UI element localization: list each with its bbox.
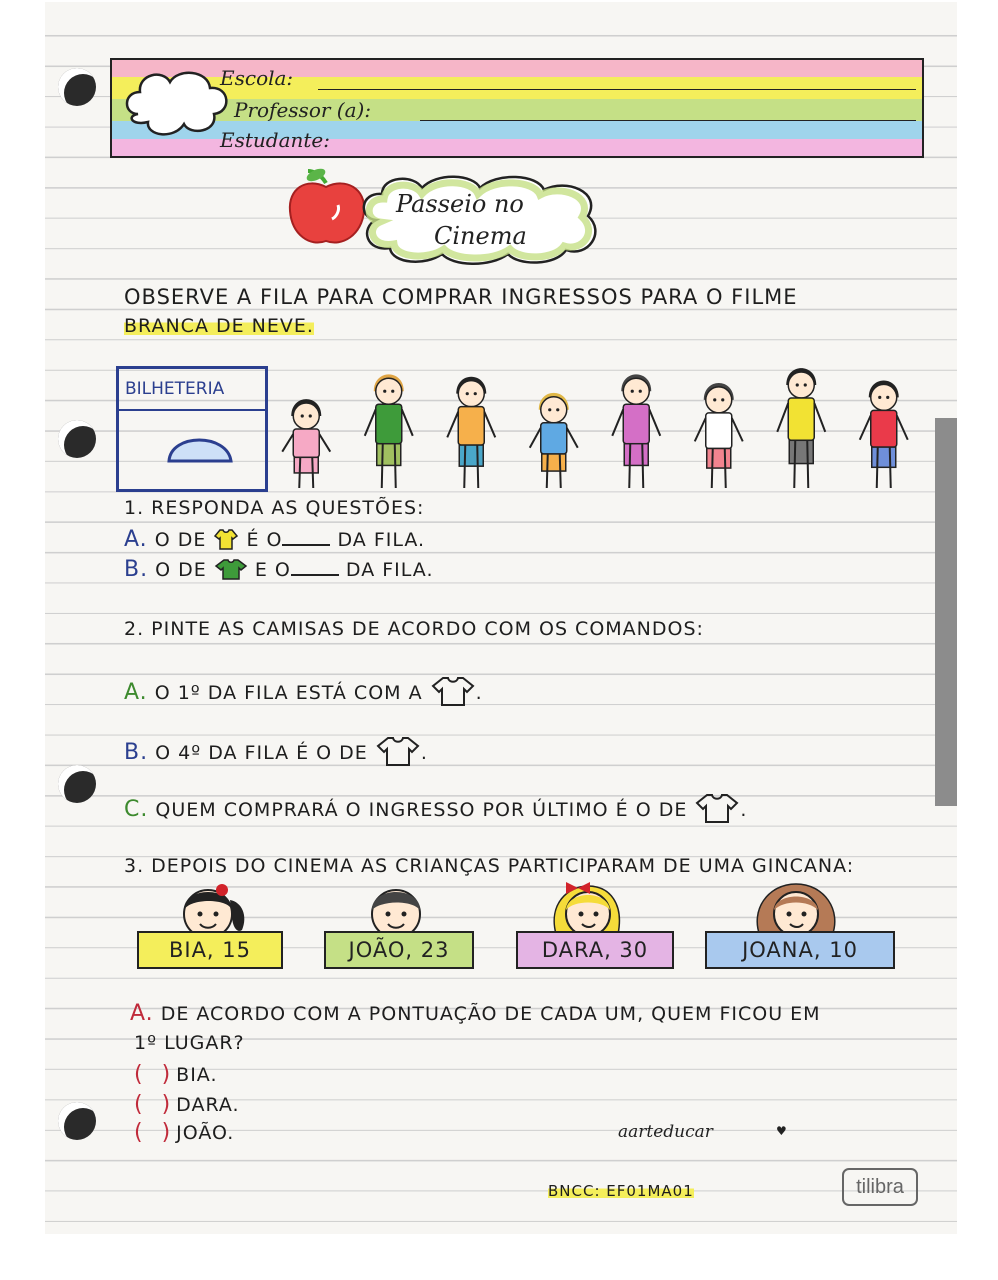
ticket-booth-label: BILHETERIA	[125, 379, 225, 399]
child-pants	[542, 454, 566, 471]
child-shirt	[376, 404, 402, 444]
kid-score-box: DARA, 30	[516, 931, 674, 969]
child-leg	[382, 444, 383, 488]
shirt-outline-icon[interactable]	[375, 735, 421, 767]
binder-hole	[58, 420, 96, 458]
checkbox[interactable]: ( )	[134, 1120, 177, 1145]
child-eye	[796, 383, 799, 386]
child-figure	[777, 368, 825, 488]
q1-a-text3: DA FILA.	[337, 529, 426, 551]
bia-face-icon	[170, 880, 260, 936]
q1-heading: 1. RESPONDA AS QUESTÕES:	[124, 497, 425, 519]
child-shirt	[788, 398, 814, 440]
child-arm	[732, 418, 743, 441]
child-figure	[530, 393, 578, 488]
title-line2: Cinema	[434, 222, 527, 250]
child-leg	[794, 440, 795, 488]
kid-score-box: JOANA, 10	[705, 931, 895, 969]
option-bia[interactable]	[134, 1062, 218, 1087]
intro-line1: OBSERVE A FILA PARA COMPRAR INGRESSOS PARA O FILME	[124, 285, 798, 309]
child-leg	[877, 447, 878, 488]
bncc-code: BNCC: EF01MA01	[548, 1182, 694, 1200]
child-arm	[649, 409, 660, 436]
child-leg	[712, 448, 713, 488]
q1-item-a	[124, 527, 425, 552]
option-label: DARA.	[176, 1094, 240, 1116]
child-head	[541, 397, 567, 423]
child-arm	[897, 415, 908, 439]
child-pants	[294, 457, 318, 473]
q2-heading: 2. PINTE AS CAMISAS DE ACORDO COM OS COMANDOS:	[124, 618, 704, 640]
child-eye	[713, 398, 716, 401]
q2-c-letter: C.	[124, 797, 149, 822]
q2-a-letter: A.	[124, 680, 148, 705]
q2-b-letter: B.	[124, 740, 149, 765]
signature: aarteducar	[618, 1122, 713, 1142]
child-arm	[365, 409, 376, 436]
child-leg	[395, 444, 396, 488]
child-pants	[789, 440, 813, 463]
child-eye	[548, 408, 551, 411]
child-head	[376, 378, 402, 404]
queue-of-children	[265, 368, 925, 492]
child-arm	[319, 434, 330, 452]
option-joao[interactable]	[134, 1120, 234, 1145]
child-shirt	[871, 410, 897, 447]
child-arm	[484, 412, 495, 438]
child-figure	[860, 381, 908, 488]
checkbox[interactable]: ( )	[134, 1092, 177, 1117]
brand-logo: tilibra	[842, 1168, 918, 1206]
child-head	[871, 384, 897, 410]
child-eye	[886, 396, 889, 399]
apple-icon	[286, 165, 366, 250]
shirt-outline-icon[interactable]	[430, 675, 476, 707]
kid-score-box: JOÃO, 23	[324, 931, 474, 969]
child-leg	[890, 447, 891, 488]
child-shirt	[541, 423, 567, 454]
child-pants	[872, 447, 896, 467]
q3a-letter: A.	[130, 1001, 154, 1026]
school-line	[318, 89, 916, 90]
child-leg	[312, 457, 313, 488]
child-eye	[631, 390, 634, 393]
teacher-line	[420, 120, 916, 121]
q2-a-text: O 1º DA FILA ESTÁ COM A	[154, 682, 423, 704]
joao-face-icon	[362, 880, 432, 936]
yellow-shirt-icon	[213, 528, 239, 550]
child-leg	[642, 444, 643, 488]
q3a-line2: 1º LUGAR?	[134, 1032, 245, 1054]
child-figure	[365, 374, 413, 488]
child-pants	[624, 444, 648, 466]
q2-item-a: A. O 1º DA FILA ESTÁ COM A .	[124, 675, 483, 707]
child-arm	[777, 403, 788, 432]
child-figure	[447, 377, 495, 488]
ticket-window-icon	[165, 427, 237, 467]
child-leg	[547, 454, 548, 488]
child-head	[293, 403, 319, 429]
child-head	[623, 378, 649, 404]
child-leg	[464, 445, 465, 488]
q1-b-text3: DA FILA.	[345, 559, 434, 581]
child-pants	[459, 445, 483, 466]
q1-b-letter: B.	[124, 557, 149, 582]
q2-item-b: B. O 4º DA FILA É O DE .	[124, 735, 428, 767]
child-eye	[466, 392, 469, 395]
child-shirt	[623, 404, 649, 444]
shirt-outline-icon[interactable]	[694, 792, 740, 824]
binder-hole	[58, 1102, 96, 1140]
child-eye	[556, 408, 559, 411]
child-eye	[474, 392, 477, 395]
option-dara[interactable]	[134, 1092, 240, 1117]
child-leg	[629, 444, 630, 488]
child-arm	[402, 409, 413, 436]
q2-item-c: C. QUEM COMPRARÁ O INGRESSO POR ÚLTIMO É O DE .	[124, 792, 747, 824]
child-figure	[695, 383, 743, 488]
checkbox[interactable]: ( )	[134, 1062, 177, 1087]
intro-line2: BRANCA DE NEVE.	[124, 315, 314, 337]
q3-heading: 3. DEPOIS DO CINEMA AS CRIANÇAS PARTICIPARAM DE UMA GINCANA:	[124, 855, 855, 877]
q3a-line1	[130, 1001, 821, 1026]
child-eye	[301, 414, 304, 417]
q1-b-text2: E O	[254, 559, 291, 581]
answer-blank[interactable]	[282, 530, 330, 546]
child-eye	[383, 390, 386, 393]
child-arm	[530, 428, 541, 448]
answer-blank[interactable]	[291, 560, 339, 576]
q2-c-text: QUEM COMPRARÁ O INGRESSO POR ÚLTIMO É O DE	[155, 799, 688, 821]
child-arm	[447, 412, 458, 438]
child-figure	[282, 399, 330, 488]
school-label: Escola:	[220, 66, 294, 90]
child-arm	[860, 415, 871, 439]
q1-a-text1: O DE	[154, 529, 207, 551]
binder-hole	[58, 765, 96, 803]
child-leg	[560, 454, 561, 488]
child-leg	[299, 457, 300, 488]
child-leg	[725, 448, 726, 488]
q1-item-b	[124, 557, 434, 582]
child-shirt	[293, 429, 319, 457]
child-head	[706, 387, 732, 413]
child-arm	[567, 428, 578, 448]
title-cloud	[356, 172, 608, 268]
q1-b-text1: O DE	[155, 559, 207, 581]
child-eye	[309, 414, 312, 417]
joana-face-icon	[752, 876, 842, 936]
child-arm	[612, 409, 623, 436]
child-shirt	[458, 407, 484, 445]
heart-icon: ♥	[776, 1124, 787, 1138]
child-figure	[612, 374, 660, 488]
child-head	[458, 381, 484, 407]
booth-shelf	[119, 409, 265, 411]
child-leg	[807, 440, 808, 488]
q3a-text-line1: DE ACORDO COM A PONTUAÇÃO DE CADA UM, QUEM FICOU EM	[160, 1003, 821, 1025]
teacher-label: Professor (a):	[234, 98, 372, 122]
child-leg	[477, 445, 478, 488]
child-eye	[391, 390, 394, 393]
option-label: JOÃO.	[176, 1122, 235, 1144]
child-pants	[707, 448, 731, 468]
child-eye	[878, 396, 881, 399]
child-pants	[377, 444, 401, 466]
option-label: BIA.	[176, 1064, 218, 1086]
student-label: Estudante:	[220, 128, 330, 152]
child-head	[788, 372, 814, 398]
child-arm	[282, 434, 293, 452]
child-arm	[814, 403, 825, 432]
child-shirt	[706, 413, 732, 449]
child-arm	[695, 418, 706, 441]
q2-b-text: O 4º DA FILA É O DE	[155, 742, 368, 764]
kid-score-box: BIA, 15	[137, 931, 283, 969]
q1-a-letter: A.	[124, 527, 148, 552]
green-shirt-icon	[214, 558, 248, 580]
title-line1: Passeio no	[396, 190, 524, 218]
child-eye	[721, 398, 724, 401]
page-edge-tab	[935, 418, 957, 806]
child-eye	[639, 390, 642, 393]
ticket-booth	[116, 366, 268, 492]
q1-a-text2: É O	[246, 529, 283, 551]
dara-face-icon	[548, 874, 628, 936]
binder-hole	[58, 68, 96, 106]
child-eye	[804, 383, 807, 386]
